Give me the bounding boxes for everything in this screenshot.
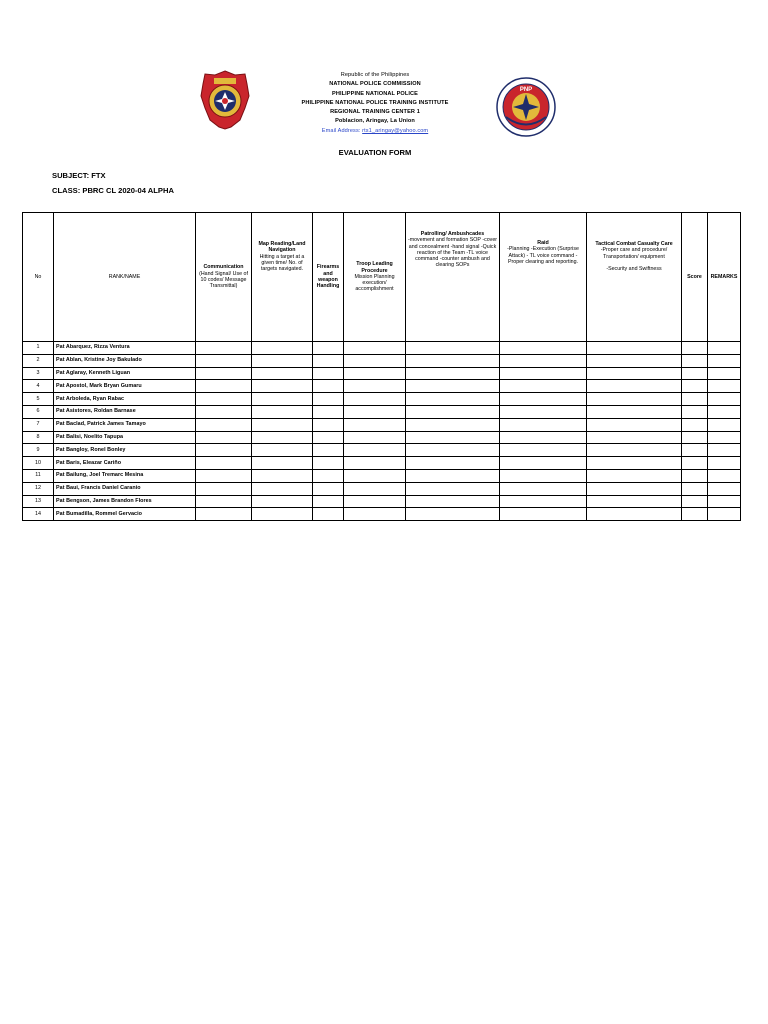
col-header-tccc: Tactical Combat Casualty Care -Proper care and procedure/ Transportation/ equipment -Security and Swiftness bbox=[587, 213, 682, 342]
score-cell[interactable] bbox=[708, 457, 741, 470]
score-cell[interactable] bbox=[500, 495, 587, 508]
table-row bbox=[23, 495, 741, 508]
score-cell[interactable] bbox=[313, 508, 344, 521]
score-cell[interactable] bbox=[406, 457, 500, 470]
score-cell[interactable] bbox=[344, 405, 406, 418]
score-cell[interactable] bbox=[587, 380, 682, 393]
score-cell[interactable] bbox=[587, 495, 682, 508]
score-cell[interactable] bbox=[708, 444, 741, 457]
col-header-troop-leading: Troop Leading Procedure Mission Planning execution/ accomplishment bbox=[344, 213, 406, 342]
score-cell[interactable] bbox=[682, 482, 708, 495]
row-number: 8 bbox=[23, 431, 54, 444]
table-row bbox=[23, 367, 741, 380]
score-cell[interactable] bbox=[344, 354, 406, 367]
score-cell[interactable] bbox=[313, 418, 344, 431]
training-center-seal-logo bbox=[496, 77, 556, 137]
row-rank-name: Pat Baris, Eleazar Cariño bbox=[54, 457, 196, 470]
score-cell[interactable] bbox=[500, 418, 587, 431]
score-cell[interactable] bbox=[708, 508, 741, 521]
col-header-raid: Raid -Planning -Execution (Surprise Attack) - TL voice command -Proper clearing and reporting. bbox=[500, 213, 587, 342]
score-cell[interactable] bbox=[682, 354, 708, 367]
score-cell[interactable] bbox=[406, 418, 500, 431]
score-cell[interactable] bbox=[344, 508, 406, 521]
table-row bbox=[23, 482, 741, 495]
score-cell[interactable] bbox=[500, 367, 587, 380]
row-rank-name: Pat Baclad, Patrick James Tamayo bbox=[54, 418, 196, 431]
col-header-remarks: REMARKS bbox=[708, 213, 741, 342]
table-row bbox=[23, 457, 741, 470]
score-cell[interactable] bbox=[196, 405, 252, 418]
score-cell[interactable] bbox=[344, 495, 406, 508]
score-cell[interactable] bbox=[252, 495, 313, 508]
score-cell[interactable] bbox=[682, 495, 708, 508]
row-number: 11 bbox=[23, 469, 54, 482]
score-cell[interactable] bbox=[708, 482, 741, 495]
score-cell[interactable] bbox=[313, 367, 344, 380]
table-row bbox=[23, 469, 741, 482]
score-cell[interactable] bbox=[406, 393, 500, 406]
score-cell[interactable] bbox=[682, 393, 708, 406]
score-cell[interactable] bbox=[682, 431, 708, 444]
row-rank-name: Pat Bangloy, Ronel Bonley bbox=[54, 444, 196, 457]
header-republic: Republic of the Philippines bbox=[340, 72, 410, 78]
letterhead bbox=[250, 71, 500, 136]
score-cell[interactable] bbox=[344, 380, 406, 393]
score-cell[interactable] bbox=[682, 469, 708, 482]
row-rank-name: Pat Arboleda, Ryan Rabac bbox=[54, 393, 196, 406]
score-cell[interactable] bbox=[587, 431, 682, 444]
row-number: 6 bbox=[23, 405, 54, 418]
table-row bbox=[23, 354, 741, 367]
form-title: EVALUATION FORM bbox=[338, 148, 412, 157]
score-cell[interactable] bbox=[252, 418, 313, 431]
score-cell[interactable] bbox=[313, 431, 344, 444]
col-header-score: Score bbox=[682, 213, 708, 342]
score-cell[interactable] bbox=[708, 418, 741, 431]
score-cell[interactable] bbox=[252, 457, 313, 470]
score-cell[interactable] bbox=[500, 354, 587, 367]
score-cell[interactable] bbox=[252, 393, 313, 406]
score-cell[interactable] bbox=[708, 495, 741, 508]
class-line: CLASS: PBRC CL 2020-04 ALPHA bbox=[52, 186, 174, 195]
score-cell[interactable] bbox=[196, 342, 252, 355]
score-cell[interactable] bbox=[252, 469, 313, 482]
col-header-map-reading: Map Reading/Land Navigation Hitting a target at a given time/ No. of targets navigated. bbox=[252, 213, 313, 342]
score-cell[interactable] bbox=[196, 418, 252, 431]
score-cell[interactable] bbox=[587, 444, 682, 457]
score-cell[interactable] bbox=[587, 393, 682, 406]
score-cell[interactable] bbox=[587, 469, 682, 482]
score-cell[interactable] bbox=[313, 354, 344, 367]
score-cell[interactable] bbox=[682, 367, 708, 380]
score-cell[interactable] bbox=[252, 354, 313, 367]
score-cell[interactable] bbox=[196, 431, 252, 444]
score-cell[interactable] bbox=[196, 354, 252, 367]
row-number: 9 bbox=[23, 444, 54, 457]
table-row bbox=[23, 380, 741, 393]
score-cell[interactable] bbox=[406, 431, 500, 444]
score-cell[interactable] bbox=[252, 342, 313, 355]
score-cell[interactable] bbox=[196, 457, 252, 470]
score-cell[interactable] bbox=[406, 405, 500, 418]
score-cell[interactable] bbox=[344, 469, 406, 482]
score-cell[interactable] bbox=[708, 405, 741, 418]
score-cell[interactable] bbox=[406, 469, 500, 482]
score-cell[interactable] bbox=[406, 342, 500, 355]
row-rank-name: Pat Ablan, Kristine Joy Bakulado bbox=[54, 354, 196, 367]
score-cell[interactable] bbox=[196, 367, 252, 380]
subject-line: SUBJECT: FTX bbox=[52, 171, 106, 180]
table-row bbox=[23, 444, 741, 457]
row-number: 3 bbox=[23, 367, 54, 380]
row-number: 12 bbox=[23, 482, 54, 495]
score-cell[interactable] bbox=[587, 508, 682, 521]
score-cell[interactable] bbox=[587, 367, 682, 380]
score-cell[interactable] bbox=[252, 508, 313, 521]
score-cell[interactable] bbox=[500, 405, 587, 418]
score-cell[interactable] bbox=[252, 444, 313, 457]
score-cell[interactable] bbox=[587, 457, 682, 470]
score-cell[interactable] bbox=[196, 380, 252, 393]
score-cell[interactable] bbox=[252, 367, 313, 380]
score-cell[interactable] bbox=[587, 342, 682, 355]
table-row bbox=[23, 393, 741, 406]
score-cell[interactable] bbox=[708, 354, 741, 367]
table-row bbox=[23, 508, 741, 521]
col-header-communication: Communication (Hand Signal/ Use of 10 codes/ Message Transmittal) bbox=[196, 213, 252, 342]
svg-text:PNP: PNP bbox=[519, 87, 533, 93]
score-cell[interactable] bbox=[344, 342, 406, 355]
row-number: 1 bbox=[23, 342, 54, 355]
table-row bbox=[23, 405, 741, 418]
row-rank-name: Pat Bailung, Joel Tremarc Mesina bbox=[54, 469, 196, 482]
header-email: Email Address: rts1_aringay@yahoo.com bbox=[321, 127, 429, 134]
email-link[interactable]: rts1_aringay@yahoo.com bbox=[362, 127, 429, 134]
row-rank-name: Pat Asistores, Roldan Barnase bbox=[54, 405, 196, 418]
score-cell[interactable] bbox=[500, 380, 587, 393]
col-header-rank-name: RANK/NAME bbox=[54, 213, 196, 342]
pnp-seal-logo bbox=[200, 70, 250, 130]
score-cell[interactable] bbox=[406, 354, 500, 367]
score-cell[interactable] bbox=[344, 393, 406, 406]
score-cell[interactable] bbox=[313, 482, 344, 495]
score-cell[interactable] bbox=[500, 469, 587, 482]
row-number: 2 bbox=[23, 354, 54, 367]
score-cell[interactable] bbox=[500, 431, 587, 444]
header-pnp: PHILIPPINE NATIONAL POLICE bbox=[332, 90, 418, 97]
row-number: 10 bbox=[23, 457, 54, 470]
score-cell[interactable] bbox=[500, 444, 587, 457]
score-cell[interactable] bbox=[313, 342, 344, 355]
score-cell[interactable] bbox=[682, 405, 708, 418]
table-header-row bbox=[23, 213, 741, 342]
score-cell[interactable] bbox=[682, 418, 708, 431]
score-cell[interactable] bbox=[196, 444, 252, 457]
score-cell[interactable] bbox=[196, 393, 252, 406]
score-cell[interactable] bbox=[682, 342, 708, 355]
score-cell[interactable] bbox=[252, 380, 313, 393]
score-cell[interactable] bbox=[682, 444, 708, 457]
col-header-patrolling: Patrolling/ Ambushcades -movement and formation SOP -cover and concealment -hand signal -Quick reaction of the Team -TL voice command -counter ambush and clearing SOPs bbox=[406, 213, 500, 342]
score-cell[interactable] bbox=[313, 380, 344, 393]
score-cell[interactable] bbox=[500, 457, 587, 470]
score-cell[interactable] bbox=[406, 482, 500, 495]
score-cell[interactable] bbox=[344, 367, 406, 380]
score-cell[interactable] bbox=[587, 354, 682, 367]
score-cell[interactable] bbox=[500, 393, 587, 406]
score-cell[interactable] bbox=[313, 393, 344, 406]
score-cell[interactable] bbox=[196, 469, 252, 482]
score-cell[interactable] bbox=[313, 457, 344, 470]
score-cell[interactable] bbox=[313, 469, 344, 482]
score-cell[interactable] bbox=[406, 495, 500, 508]
row-number: 7 bbox=[23, 418, 54, 431]
table-row bbox=[23, 342, 741, 355]
row-rank-name: Pat Apostol, Mark Bryan Gumaru bbox=[54, 380, 196, 393]
row-number: 14 bbox=[23, 508, 54, 521]
row-number: 13 bbox=[23, 495, 54, 508]
score-cell[interactable] bbox=[587, 418, 682, 431]
row-rank-name: Pat Aglaray, Kenneth Liguan bbox=[54, 367, 196, 380]
table-row bbox=[23, 418, 741, 431]
row-rank-name: Pat Abarquez, Rizza Ventura bbox=[54, 342, 196, 355]
header-rtc: REGIONAL TRAINING CENTER 1 bbox=[330, 109, 420, 116]
score-cell[interactable] bbox=[500, 482, 587, 495]
score-cell[interactable] bbox=[344, 418, 406, 431]
score-cell[interactable] bbox=[313, 405, 344, 418]
score-cell[interactable] bbox=[708, 367, 741, 380]
score-cell[interactable] bbox=[708, 393, 741, 406]
score-cell[interactable] bbox=[500, 342, 587, 355]
score-cell[interactable] bbox=[196, 495, 252, 508]
score-cell[interactable] bbox=[406, 367, 500, 380]
header-napolcom: NATIONAL POLICE COMMISSION bbox=[329, 81, 421, 88]
score-cell[interactable] bbox=[344, 482, 406, 495]
score-cell[interactable] bbox=[252, 431, 313, 444]
score-cell[interactable] bbox=[313, 495, 344, 508]
score-cell[interactable] bbox=[406, 444, 500, 457]
score-cell[interactable] bbox=[344, 444, 406, 457]
score-cell[interactable] bbox=[587, 405, 682, 418]
header-pnpti: PHILIPPINE NATIONAL POLICE TRAINING INSTITUTE bbox=[301, 99, 449, 106]
score-cell[interactable] bbox=[406, 380, 500, 393]
row-rank-name: Pat Balisi, Noelito Tapupa bbox=[54, 431, 196, 444]
score-cell[interactable] bbox=[682, 457, 708, 470]
row-number: 5 bbox=[23, 393, 54, 406]
score-cell[interactable] bbox=[406, 508, 500, 521]
score-cell[interactable] bbox=[196, 482, 252, 495]
header-address: Poblacion, Aringay, La Union bbox=[335, 118, 415, 125]
col-header-no: No bbox=[23, 213, 54, 342]
evaluation-table bbox=[22, 212, 741, 521]
score-cell[interactable] bbox=[252, 482, 313, 495]
score-cell[interactable] bbox=[682, 508, 708, 521]
score-cell[interactable] bbox=[682, 380, 708, 393]
row-rank-name: Pat Bumadilla, Rommel Gervacio bbox=[54, 508, 196, 521]
score-cell[interactable] bbox=[196, 508, 252, 521]
table-row bbox=[23, 431, 741, 444]
score-cell[interactable] bbox=[708, 431, 741, 444]
score-cell[interactable] bbox=[344, 457, 406, 470]
score-cell[interactable] bbox=[708, 469, 741, 482]
row-number: 4 bbox=[23, 380, 54, 393]
score-cell[interactable] bbox=[708, 342, 741, 355]
score-cell[interactable] bbox=[708, 380, 741, 393]
table-body bbox=[23, 342, 741, 521]
score-cell[interactable] bbox=[313, 444, 344, 457]
row-rank-name: Pat Baui, Francis Daniel Caranio bbox=[54, 482, 196, 495]
score-cell[interactable] bbox=[500, 508, 587, 521]
score-cell[interactable] bbox=[587, 482, 682, 495]
row-rank-name: Pat Bengson, James Brandon Flores bbox=[54, 495, 196, 508]
score-cell[interactable] bbox=[252, 405, 313, 418]
score-cell[interactable] bbox=[344, 431, 406, 444]
col-header-firearms: Firearms and weapon Handling bbox=[313, 213, 344, 342]
